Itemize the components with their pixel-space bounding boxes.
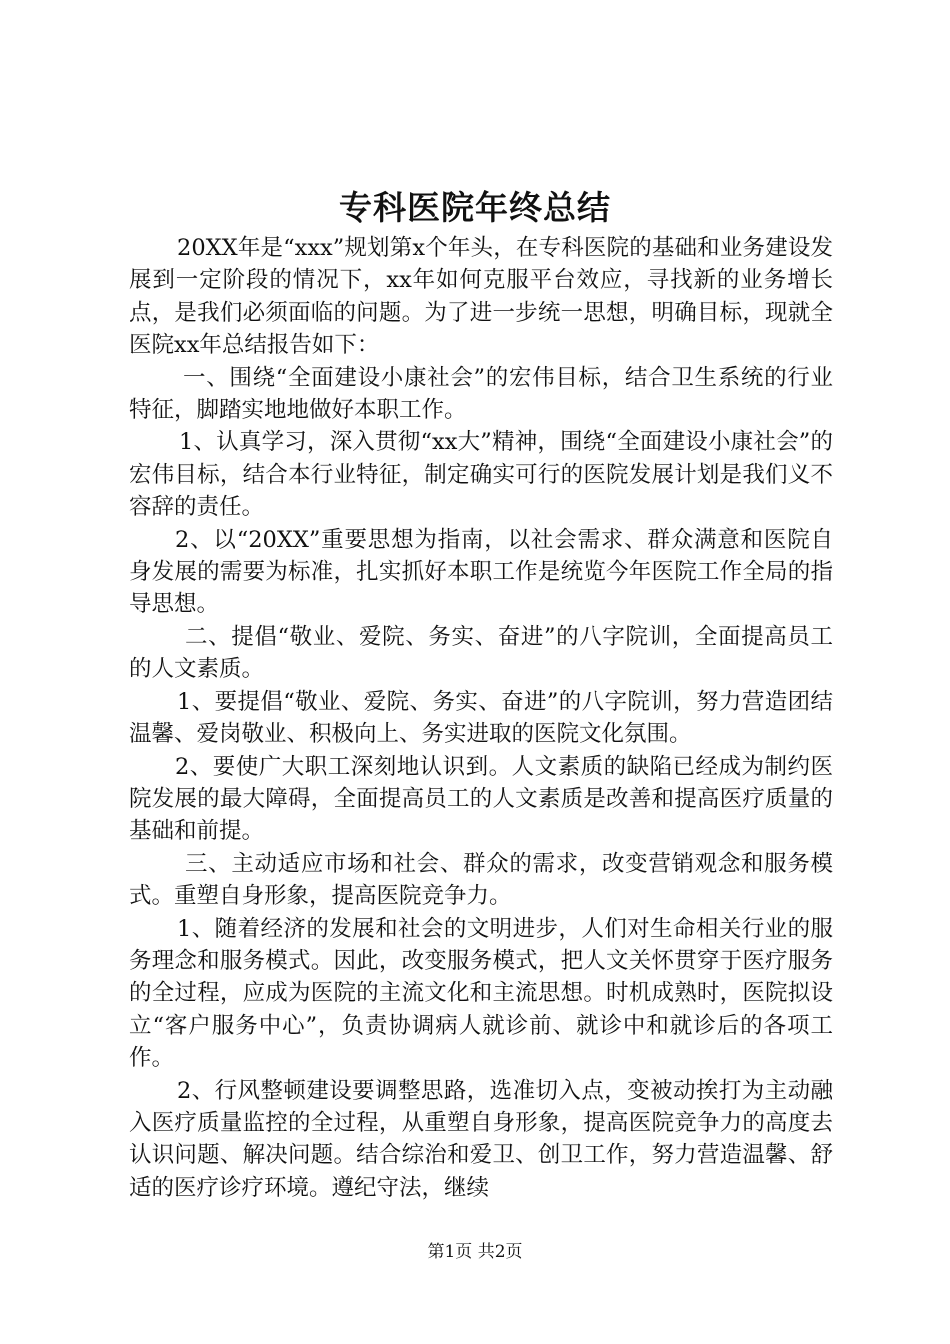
paragraph-intro: 20XX年是“xxx”规划第x个年头，在专科医院的基础和业务建设发展到一定阶段的情况下，xx年如何克服平台效应，寻找新的业务增长点，是我们必须面临的问题。为了进一步统一思想，明确目标，现就全医院xx年总结报告如下： — [129, 235, 833, 359]
paragraph-section-3: 三、主动适应市场和社会、群众的需求，改变营销观念和服务模式。重塑自身形象，提高医院竞争力。 — [129, 850, 833, 910]
document-body — [129, 232, 833, 1204]
document-title: 专科医院年终总结 — [339, 188, 611, 227]
page-indicator: 第1页 共2页 — [427, 1242, 523, 1262]
paragraph-section-1-item-2: 2、以“20XX”重要思想为指南，以社会需求、群众满意和医院自身发展的需要为标准，扎实抓好本职工作是统览今年医院工作全局的指导思想。 — [129, 526, 833, 618]
paragraph-section-3-item-1: 1、随着经济的发展和社会的文明进步，人们对生命相关行业的服务理念和服务模式。因此，改变服务模式，把人文关怀贯穿于医疗服务的全过程，应成为医院的主流文化和主流思想。时机成熟时，医院拟设立“客户服务中心”，负责协调病人就诊前、就诊中和就诊后的各项工作。 — [129, 915, 833, 1072]
paragraph-section-2: 二、提倡“敬业、爱院、务实、奋进”的八字院训，全面提高员工的人文素质。 — [129, 623, 833, 683]
paragraph-section-1: 一、围绕“全面建设小康社会”的宏伟目标，结合卫生系统的行业特征，脚踏实地地做好本职工作。 — [129, 364, 833, 424]
paragraph-section-2-item-2: 2、要使广大职工深刻地认识到。人文素质的缺陷已经成为制约医院发展的最大障碍，全面提高员工的人文素质是改善和提高医疗质量的基础和前提。 — [129, 753, 833, 845]
paragraph-section-3-item-2: 2、行风整顿建设要调整思路，选准切入点，变被动挨打为主动融入医疗质量监控的全过程，从重塑自身形象，提高医院竞争力的高度去认识问题、解决问题。结合综治和爱卫、创卫工作，努力营造温馨、舒适的医疗诊疗环境。遵纪守法，继续 — [129, 1077, 833, 1201]
paragraph-section-1-item-1: 1、认真学习，深入贯彻“xx大”精神，围绕“全面建设小康社会”的宏伟目标，结合本行业特征，制定确实可行的医院发展计划是我们义不容辞的责任。 — [129, 429, 833, 521]
paragraph-section-2-item-1: 1、要提倡“敬业、爱院、务实、奋进”的八字院训，努力营造团结温馨、爱岗敬业、积极向上、务实进取的医院文化氛围。 — [129, 688, 833, 748]
